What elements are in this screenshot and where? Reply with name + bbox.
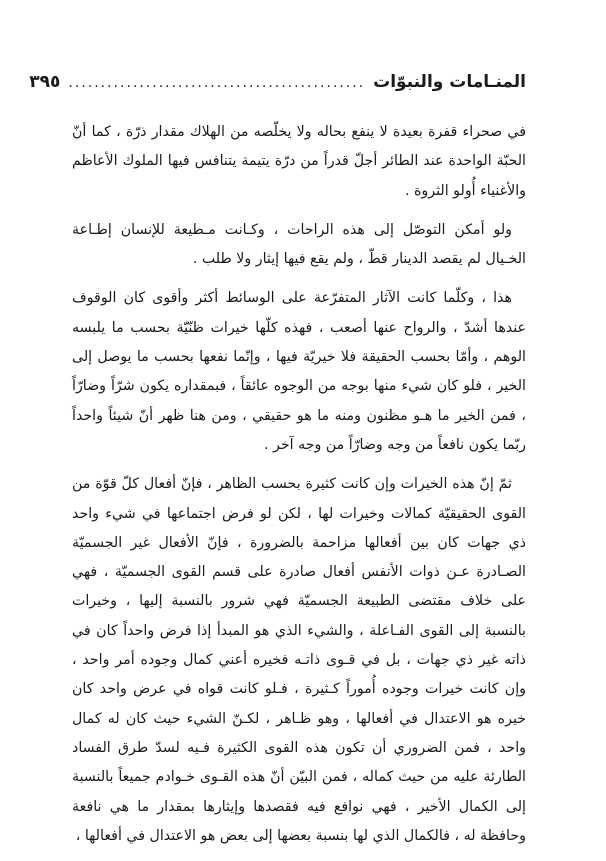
paragraph-2: ولو أمكن التوصّل إلى هذه الراحات ، وكـانت مـطيعة للإنسان إطـاعة الخـيال لم يقصد الدينار قطّ ، ولم يقع فيها إيثار ولا طلب . — [72, 221, 526, 268]
page-body — [72, 118, 526, 861]
leader-dots: .............................................. — [68, 75, 366, 91]
chapter-title: المنـامات والنبوّات — [373, 72, 526, 92]
running-header — [29, 72, 526, 92]
page-number: ٣٩٥ — [29, 72, 61, 92]
paragraph-1: في صحراء قفرة بعيدة لا ينفع بحاله ولا يخلّصه من الهلاك مقدار ذرّة ، كما أنّ الحبّة الواحدة عند الطائر أجلّ قدراً من درّة يتيمة يتنافس فيها الملوك الأعاظم والأغنياء أُولو الثروة . — [72, 124, 526, 199]
paragraph-3: هذا ، وكلّما كانت الآثار المتفرّعة على الوسائط أكثر وأقوى كان الوقوف عندها أشدّ ، والرواح عنها أصعب ، فهذه كلّها خيرات ظنّيّة بحسب ما يلبسه الوهم ، وأمّا بحسب الحقيقة فلا خيريّة فيها ، وإنّما نفعها بحسب ما يوصل إلى الخير ، فلو كان شيء منها بوجه من الوجوه عائقاً ، فبمقداره يكون شرّاً وضارّاً ، فمن الخير ما هـو مظنون ومنه ما هو حقيقي ، ومن هنا ظهر أنّ شيئاً واحداً ربّما يكون نافعاً من وجه وضارّاً من وجه آخر . — [72, 290, 526, 453]
paragraph-4: ثمّ إنّ هذه الخيرات وإن كانت كثيرة بحسب الظاهر ، فإنّ أفعال كلّ قوّة من القوى الحقيقيّة كمالات وخيرات لها ، لكن لو فرض اجتماعها في شيء واحد ذي جهات كان بين أفعالها مزاحمة بالضرورة ، فإنّ الأفعال غير الجسميّة الصـادرة عـن ذوات الأنفس أفعال صادرة على قسم القوى الجسميّة ، فهي على خلاف مقتضى الطبيعة الجسميّة فهي شرور بالنسبة إليها ، وخيرات بالنسبة إلى القوى الفـاعلة ، والشيء الذي هو المبدأ إذا فرض واحداً كان في ذاته غير ذي جهات ، بل في قـوى ذاتـه فخيره أعني كمال وجوده أمر واحد ، وإن كانت خيرات وجوده أُموراً كـثيرة ، فـلو كانت قواه في عرض واحد كان خيره هو الاعتدال في أفعالها ، وهو ظـاهر ، لكـنّ الشيء حيث كان له كمال واحد ، فمن الضروري أن تكون هذه القوى الكثيرة فـيه لسدّ طرق الفساد الطارئة عليه من حيث كماله ، فمن البيّن أنّ هذه القـوى خـوادم جميعاً بالنسبة إلى الكمال الأخير ، فهي نوافع فيه فقصدها وإيثارها بمقدار ما هي نافعة وحافظة له ، فالكمال الذي لها بنسبة بعضها إلى بعض هو الاعتدال في أفعالها ، — [72, 476, 526, 844]
